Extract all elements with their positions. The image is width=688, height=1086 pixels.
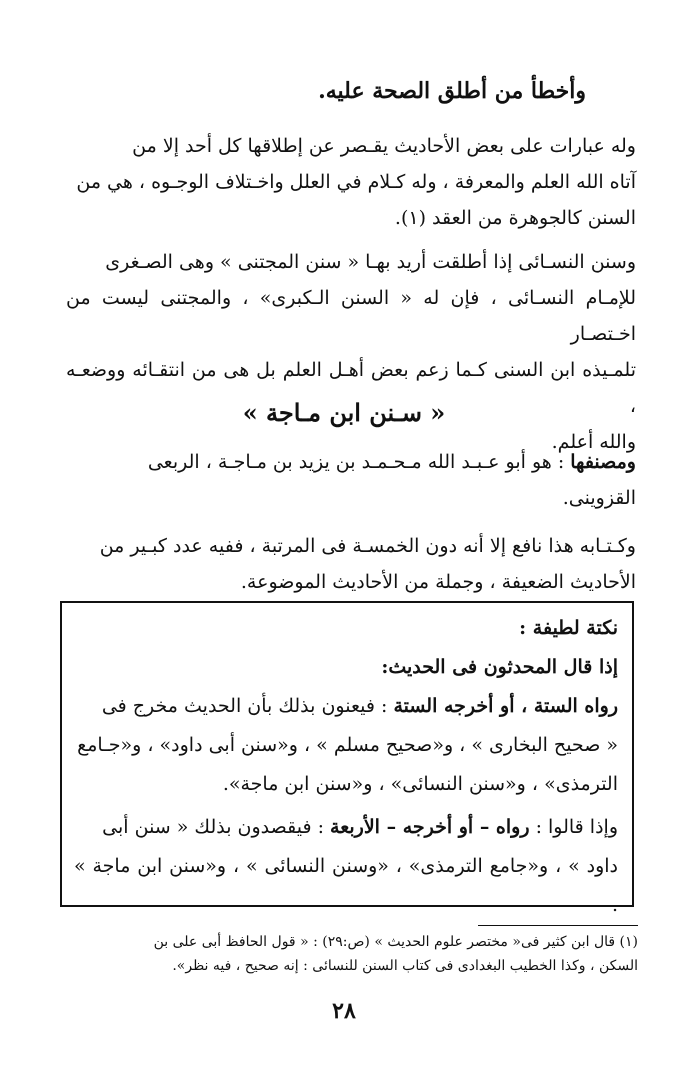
paragraph-ahadith-remarks xyxy=(66,128,636,236)
text-line: للإمـام النسـائى ، فإن له « السنن الـكبرى» ، والمجتنى ليست من اخـتصـار xyxy=(66,287,636,345)
text-line: آتاه الله العلم والمعرفة ، وله كـلام في العلل واخـتلاف الوجـوه ، هي من xyxy=(76,171,636,193)
text-line: « صحيح البخارى » ، و«صحيح مسلم » ، و«سنن أبى داود» ، و«جـامع xyxy=(77,734,618,756)
footnote xyxy=(62,930,638,978)
note-box-title: نكتة لطيفة : xyxy=(519,617,618,639)
text-line: تلمـيذه ابن السنى كـما زعم بعض أهـل العلم بل هى من انتقـائه ووضعـه ، xyxy=(66,359,636,417)
footnote-divider xyxy=(478,925,638,926)
text-line xyxy=(74,808,618,847)
paragraph-sunan-nasai xyxy=(66,244,636,460)
text-line xyxy=(66,444,636,480)
text-line xyxy=(74,687,618,726)
text-line: القزوينى. xyxy=(562,487,636,509)
text-line: الأحاديث الضعيفة ، وجملة من الأحاديث الموضوعة. xyxy=(240,571,636,593)
section-title: « سـنن ابن مـاجة » xyxy=(242,398,446,427)
bold-term: رواه الستة ، أو أخرجه الستة xyxy=(393,695,618,717)
text-span: وإذا قالوا : xyxy=(535,816,618,838)
text-line: داود » ، و«جامع الترمذى» ، «وسنن النسائى » ، و«سنن ابن ماجة » . xyxy=(74,855,618,916)
bold-term: رواه – أو أخرجه – الأربعة xyxy=(330,816,530,838)
text-line: الترمذى» ، و«سنن النسائى» ، و«سنن ابن ماجة». xyxy=(222,773,618,795)
text-line: وكـتـابه هذا نافع إلا أنه دون الخمسـة فى المرتبة ، ففيه عدد كبـير من xyxy=(99,535,636,557)
paragraph-heading: وأخطأ من أطلق الصحة عليه. xyxy=(318,78,586,104)
footnote-line: (١) قال ابن كثير فى« مختصر علوم الحديث » (ص:٢٩) : « قول الحافظ أبى على بن xyxy=(153,934,638,950)
page-number: ٢٨ xyxy=(332,998,356,1024)
author-text: : هو أبو عـبـد الله مـحـمـد بن يزيد بن مـاجـة ، الربعى xyxy=(147,451,571,473)
footnote-line: السكن ، وكذا الخطيب البغدادى فى كتاب السنن للنسائى : إنه صحيح ، فيه نظر». xyxy=(172,958,638,974)
author-label: ومصنفها xyxy=(570,451,636,473)
note-box-subtitle: إذا قال المحدثون فى الحديث: xyxy=(381,656,618,678)
paragraph-book-assessment xyxy=(66,528,636,600)
text-line: وله عبارات على بعض الأحاديث يقـصر عن إطلاقها كل أحد إلا من xyxy=(132,135,636,157)
note-box xyxy=(60,601,634,916)
text-line: السنن كالجوهرة من العقد (١). xyxy=(394,207,636,229)
text-span: : فيعنون بذلك بأن الحديث مخرج فى xyxy=(101,695,394,717)
text-line: والله أعلم. xyxy=(551,431,636,453)
text-span: : فيقصدون بذلك « سنن أبى xyxy=(102,816,331,838)
paragraph-author xyxy=(66,444,636,516)
text-line: وسنن النسـائى إذا أطلقت أريد بهـا « سنن المجتنى » وهى الصـغرى xyxy=(105,251,636,273)
